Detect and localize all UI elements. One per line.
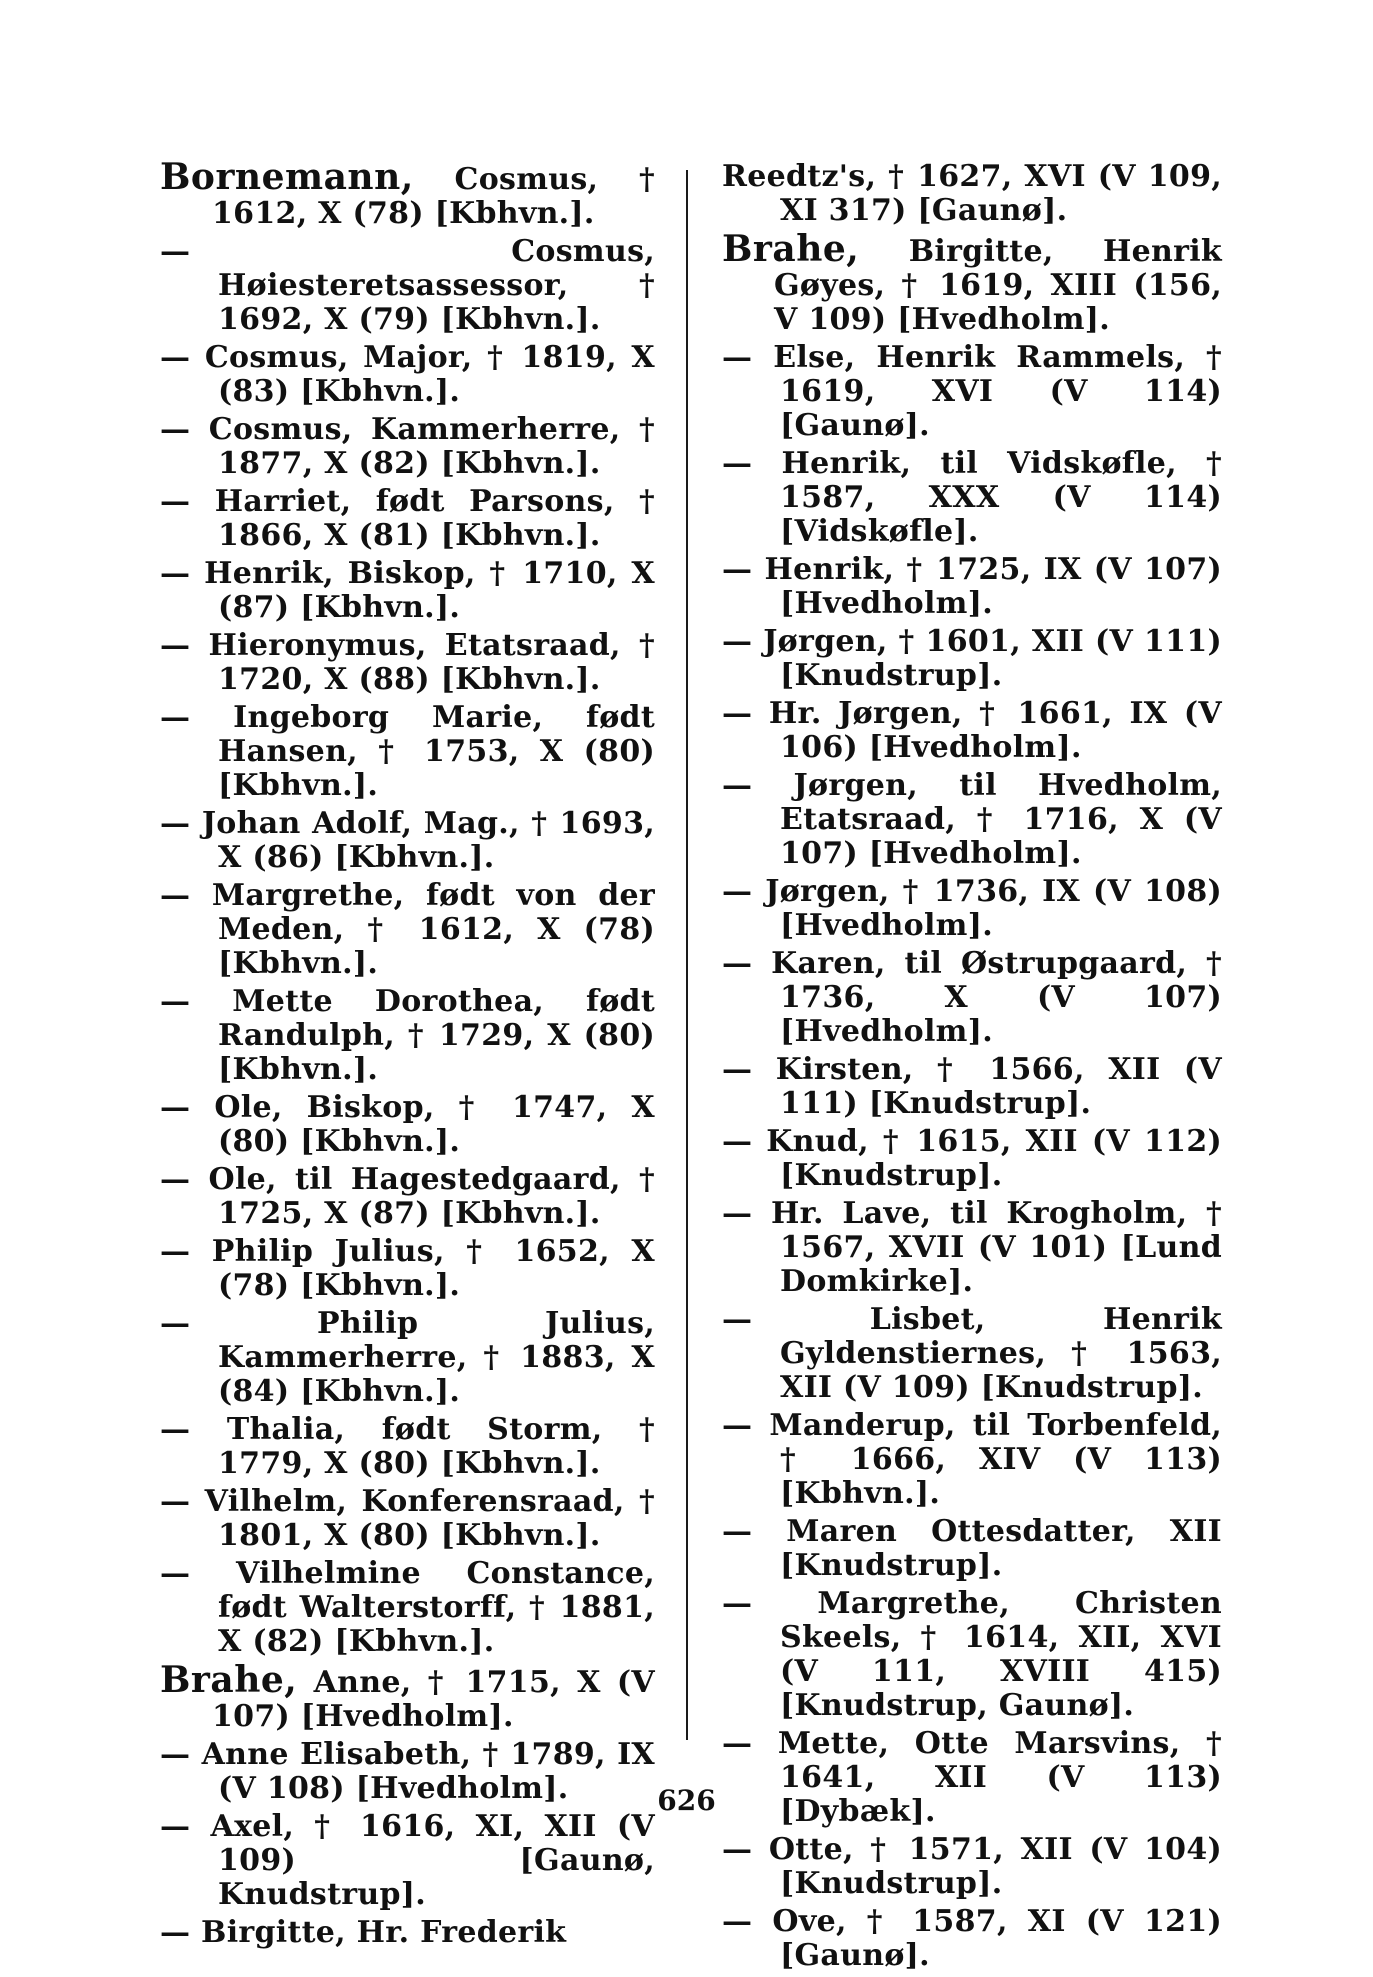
entry-text: — Henrik, til Vidskøfle, † 1587, XXX (V 114) [Vidskøfle]. xyxy=(722,446,1222,549)
entry-text: — Johan Adolf, Mag., † 1693, X (86) [Kbhvn.]. xyxy=(160,806,655,875)
index-entry xyxy=(722,1587,1222,1723)
entry-headword: Brahe, xyxy=(722,228,860,270)
index-entry xyxy=(160,1659,655,1734)
index-entry xyxy=(160,1557,655,1659)
entry-text: — Jørgen, † 1601, XII (V 111) [Knudstrup]. xyxy=(722,624,1222,693)
entry-text: — Vilhelmine Constance, født Walterstorff, † 1881, X (82) [Kbhvn.]. xyxy=(160,1556,655,1659)
index-entry xyxy=(160,701,655,803)
entry-text: — Harriet, født Parsons, † 1866, X (81) [Kbhvn.]. xyxy=(160,484,655,553)
entry-text: — Kirsten, † 1566, XII (V 111) [Knudstrup]. xyxy=(722,1052,1222,1121)
entry-text: — Mette Dorothea, født Randulph, † 1729, X (80) [Kbhvn.]. xyxy=(160,984,655,1087)
index-entry xyxy=(160,156,655,231)
column-divider xyxy=(686,170,688,1740)
entry-text: — Philip Julius, † 1652, X (78) [Kbhvn.]. xyxy=(160,1234,655,1303)
entry-text: — Lisbet, Henrik Gyldenstiernes, † 1563, XII (V 109) [Knudstrup]. xyxy=(722,1302,1222,1405)
index-entry xyxy=(722,625,1222,693)
index-entry xyxy=(722,875,1222,943)
index-entry xyxy=(722,1409,1222,1511)
index-entry xyxy=(160,341,655,409)
entry-text: — Jørgen, † 1736, IX (V 108) [Hvedholm]. xyxy=(722,874,1222,943)
index-entry xyxy=(160,485,655,553)
index-entry xyxy=(722,947,1222,1049)
index-entry xyxy=(160,629,655,697)
index-entry xyxy=(160,557,655,625)
entry-text: — Henrik, † 1725, IX (V 107) [Hvedholm]. xyxy=(722,552,1222,621)
entry-text: Anne, † 1715, X (V 107) [Hvedholm]. xyxy=(212,1665,655,1734)
entry-text: — Karen, til Østrupgaard, † 1736, X (V 107) [Hvedholm]. xyxy=(722,946,1222,1049)
entry-text: — Manderup, til Torbenfeld, † 1666, XIV (V 113) [Kbhvn.]. xyxy=(722,1408,1222,1511)
left-column xyxy=(160,156,655,1954)
index-entry xyxy=(160,985,655,1087)
index-entry xyxy=(722,1833,1222,1901)
index-entry xyxy=(722,160,1222,228)
entry-text: — Thalia, født Storm, † 1779, X (80) [Kbhvn.]. xyxy=(160,1412,655,1481)
entry-text: — Axel, † 1616, XI, XII (V 109) [Gaunø, Knudstrup]. xyxy=(160,1809,655,1912)
entry-text: — Maren Ottesdatter, XII [Knudstrup]. xyxy=(722,1514,1222,1583)
entry-text: Reedtz's, † 1627, XVI (V 109, XI 317) [Gaunø]. xyxy=(722,159,1222,228)
index-entry xyxy=(160,1091,655,1159)
index-entry xyxy=(722,1905,1222,1973)
entry-text: — Jørgen, til Hvedholm, Etatsraad, † 1716, X (V 107) [Hvedholm]. xyxy=(722,768,1222,871)
index-entry xyxy=(722,697,1222,765)
entry-text: — Vilhelm, Konferensraad, † 1801, X (80) [Kbhvn.]. xyxy=(160,1484,655,1553)
entry-text: — Ove, † 1587, XI (V 121) [Gaunø]. xyxy=(722,1904,1222,1973)
index-entry xyxy=(722,1053,1222,1121)
index-entry xyxy=(722,1197,1222,1299)
entry-text: — Else, Henrik Rammels, † 1619, XVI (V 114) [Gaunø]. xyxy=(722,340,1222,443)
entry-text: — Cosmus, Major, † 1819, X (83) [Kbhvn.]. xyxy=(160,340,655,409)
right-column xyxy=(722,160,1222,1977)
entry-text: — Cosmus, Kammerherre, † 1877, X (82) [Kbhvn.]. xyxy=(160,412,655,481)
entry-text: — Margrethe, Christen Skeels, † 1614, XII, XVI (V 111, XVIII 415) [Knudstrup, Gaunø]. xyxy=(722,1586,1222,1723)
entry-text: — Knud, † 1615, XII (V 112) [Knudstrup]. xyxy=(722,1124,1222,1193)
entry-text: — Ole, til Hagestedgaard, † 1725, X (87) [Kbhvn.]. xyxy=(160,1162,655,1231)
index-entry xyxy=(160,807,655,875)
index-entry xyxy=(722,1303,1222,1405)
entry-text: — Hieronymus, Etatsraad, † 1720, X (88) [Kbhvn.]. xyxy=(160,628,655,697)
entry-text: — Mette, Otte Marsvins, † 1641, XII (V 113) [Dybæk]. xyxy=(722,1726,1222,1829)
entry-text: — Birgitte, Hr. Frederik xyxy=(160,1915,567,1950)
index-entry xyxy=(160,1235,655,1303)
entry-text: — Philip Julius, Kammerherre, † 1883, X (84) [Kbhvn.]. xyxy=(160,1306,655,1409)
entry-text: — Henrik, Biskop, † 1710, X (87) [Kbhvn.]. xyxy=(160,556,655,625)
index-entry xyxy=(722,553,1222,621)
index-entry xyxy=(160,235,655,337)
entry-text: Birgitte, Henrik Gøyes, † 1619, XIII (156, V 109) [Hvedholm]. xyxy=(774,234,1222,337)
entry-text: Cosmus, † 1612, X (78) [Kbhvn.]. xyxy=(212,162,655,231)
index-entry xyxy=(160,1413,655,1481)
entry-text: — Cosmus, Høiesteretsassessor, † 1692, X (79) [Kbhvn.]. xyxy=(160,234,655,337)
entry-text: — Anne Elisabeth, † 1789, IX (V 108) [Hvedholm]. xyxy=(160,1737,655,1806)
index-entry xyxy=(160,1163,655,1231)
entry-text: — Hr. Jørgen, † 1661, IX (V 106) [Hvedholm]. xyxy=(722,696,1222,765)
index-entry xyxy=(160,1916,655,1950)
index-entry xyxy=(722,341,1222,443)
index-entry xyxy=(722,1125,1222,1193)
page-number: 626 xyxy=(657,1784,716,1817)
index-entry xyxy=(160,1810,655,1912)
index-entry xyxy=(160,1307,655,1409)
entry-headword: Brahe, xyxy=(160,1659,298,1701)
index-entry xyxy=(722,447,1222,549)
entry-text: — Margrethe, født von der Meden, † 1612, X (78) [Kbhvn.]. xyxy=(160,878,655,981)
entry-text: — Otte, † 1571, XII (V 104) [Knudstrup]. xyxy=(722,1832,1222,1901)
entry-text: — Ingeborg Marie, født Hansen, † 1753, X (80) [Kbhvn.]. xyxy=(160,700,655,803)
index-entry xyxy=(722,228,1222,337)
index-entry xyxy=(722,769,1222,871)
index-entry xyxy=(160,879,655,981)
index-entry xyxy=(160,1485,655,1553)
entry-text: — Ole, Biskop, † 1747, X (80) [Kbhvn.]. xyxy=(160,1090,655,1159)
entry-text: — Hr. Lave, til Krogholm, † 1567, XVII (V 101) [Lund Domkirke]. xyxy=(722,1196,1222,1299)
entry-headword: Bornemann, xyxy=(160,156,414,198)
index-entry xyxy=(160,413,655,481)
index-entry xyxy=(722,1515,1222,1583)
